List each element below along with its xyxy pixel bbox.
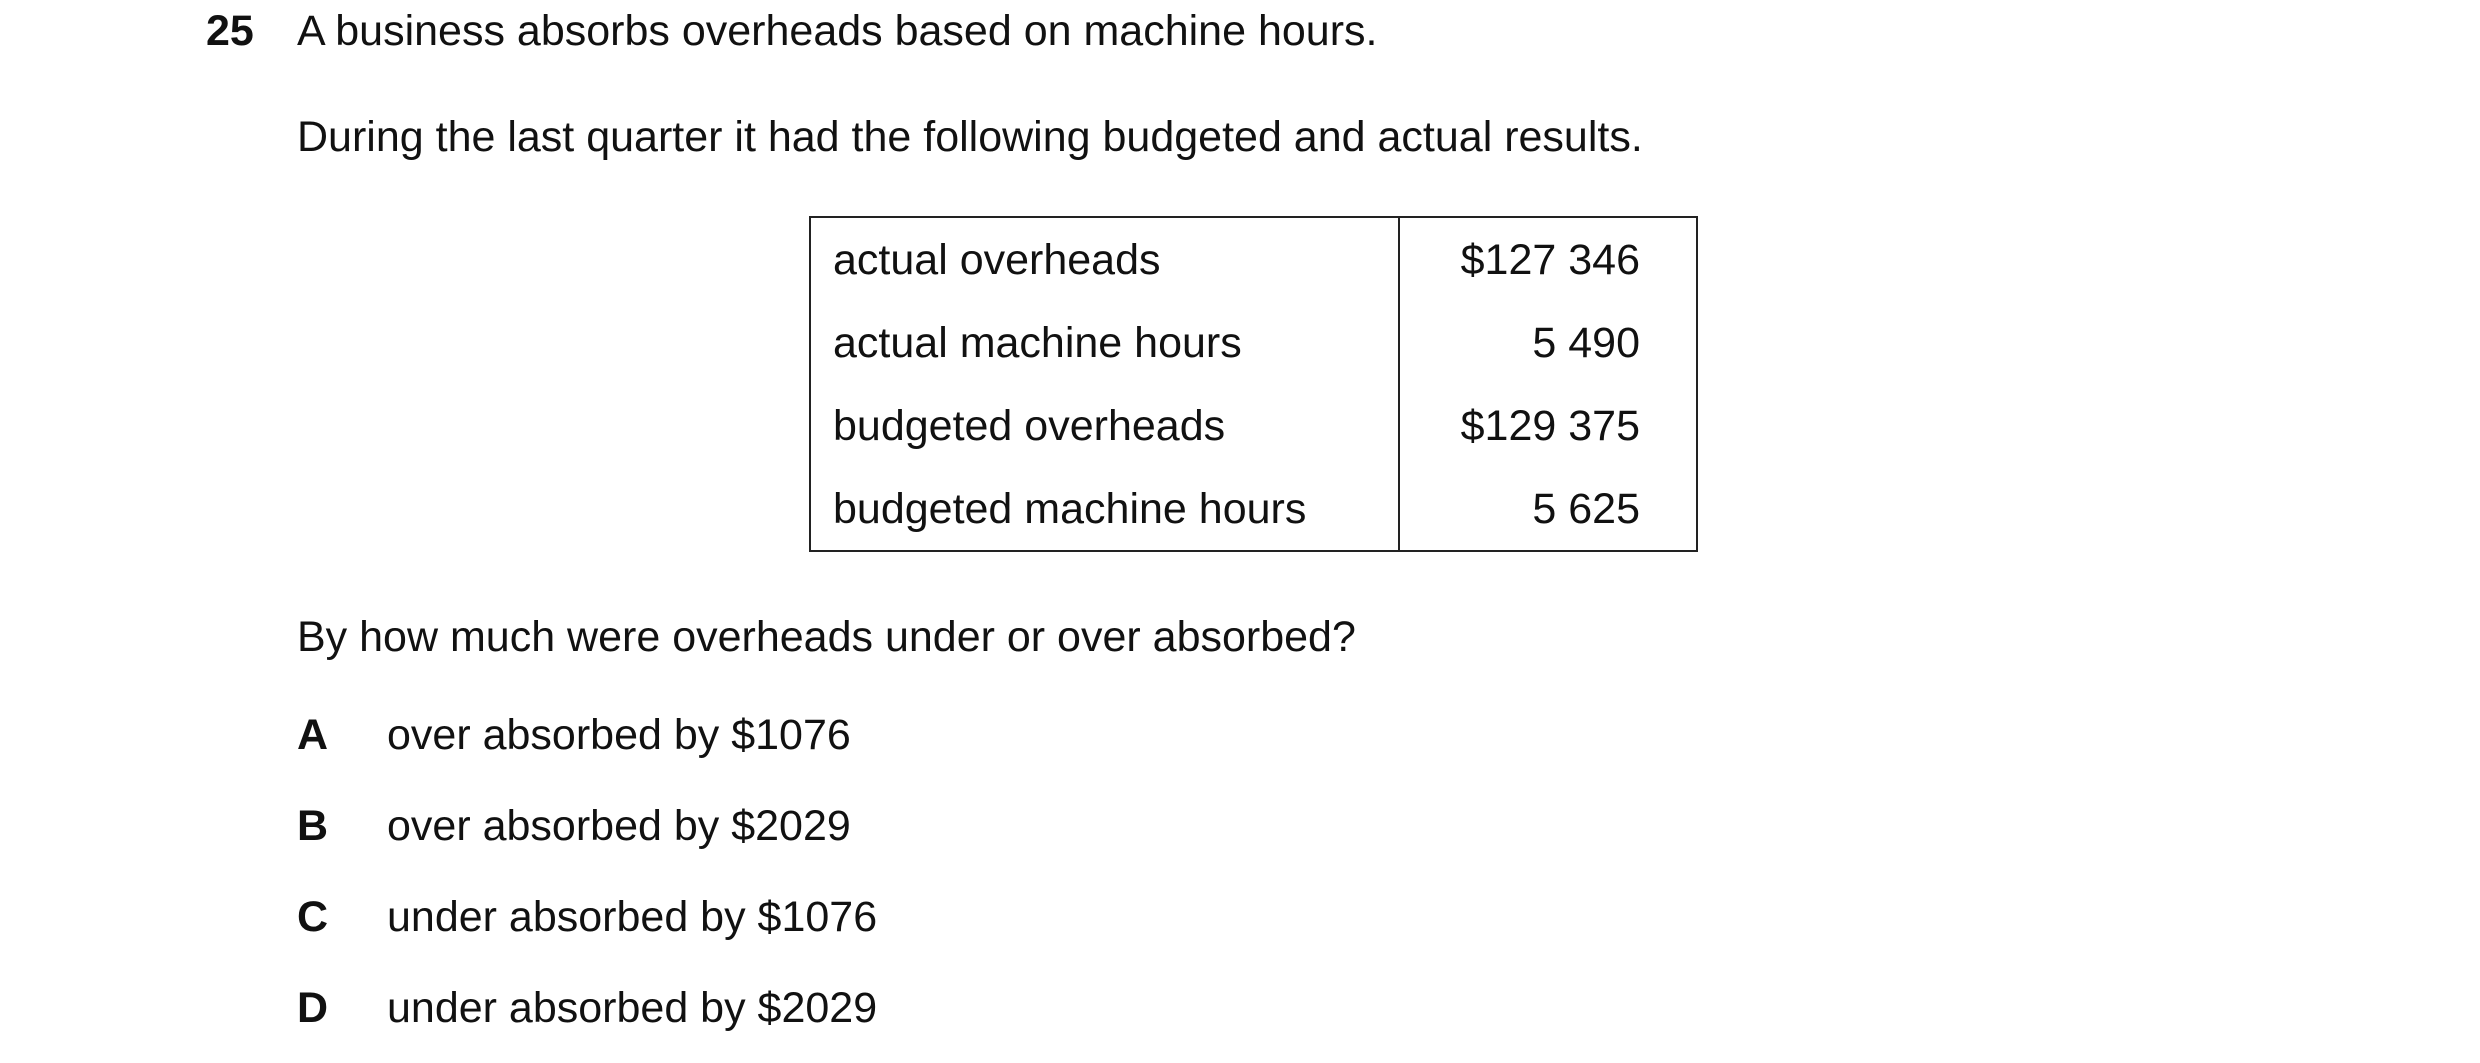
table-row-label: budgeted machine hours bbox=[810, 467, 1399, 551]
table-row-value: $127 346 bbox=[1399, 217, 1697, 301]
question-intro: A business absorbs overheads based on machine hours. bbox=[297, 7, 1378, 55]
option-text: under absorbed by $2029 bbox=[387, 984, 878, 1032]
table-row-label: actual overheads bbox=[810, 217, 1399, 301]
table-row bbox=[810, 467, 1697, 551]
answer-option-a[interactable] bbox=[297, 710, 851, 760]
option-text: over absorbed by $2029 bbox=[387, 802, 851, 850]
table-row bbox=[810, 301, 1697, 384]
question-prompt: By how much were overheads under or over absorbed? bbox=[297, 613, 1356, 661]
option-letter: C bbox=[297, 893, 329, 941]
question-number: 25 bbox=[206, 7, 254, 55]
table-row-label: budgeted overheads bbox=[810, 384, 1399, 467]
answer-option-d[interactable] bbox=[297, 983, 877, 1033]
answer-option-b[interactable] bbox=[297, 801, 851, 851]
option-text: over absorbed by $1076 bbox=[387, 711, 851, 759]
question-context: During the last quarter it had the following budgeted and actual results. bbox=[297, 113, 1643, 161]
table-row bbox=[810, 217, 1697, 301]
option-letter: D bbox=[297, 984, 329, 1032]
answer-option-c[interactable] bbox=[297, 892, 877, 942]
table-row-value: 5 490 bbox=[1399, 301, 1697, 384]
option-text: under absorbed by $1076 bbox=[387, 893, 878, 941]
table-row bbox=[810, 384, 1697, 467]
option-letter: A bbox=[297, 711, 329, 759]
table-row-value: $129 375 bbox=[1399, 384, 1697, 467]
table-row-label: actual machine hours bbox=[810, 301, 1399, 384]
option-letter: B bbox=[297, 802, 329, 850]
table-row-value: 5 625 bbox=[1399, 467, 1697, 551]
results-table bbox=[809, 216, 1698, 552]
